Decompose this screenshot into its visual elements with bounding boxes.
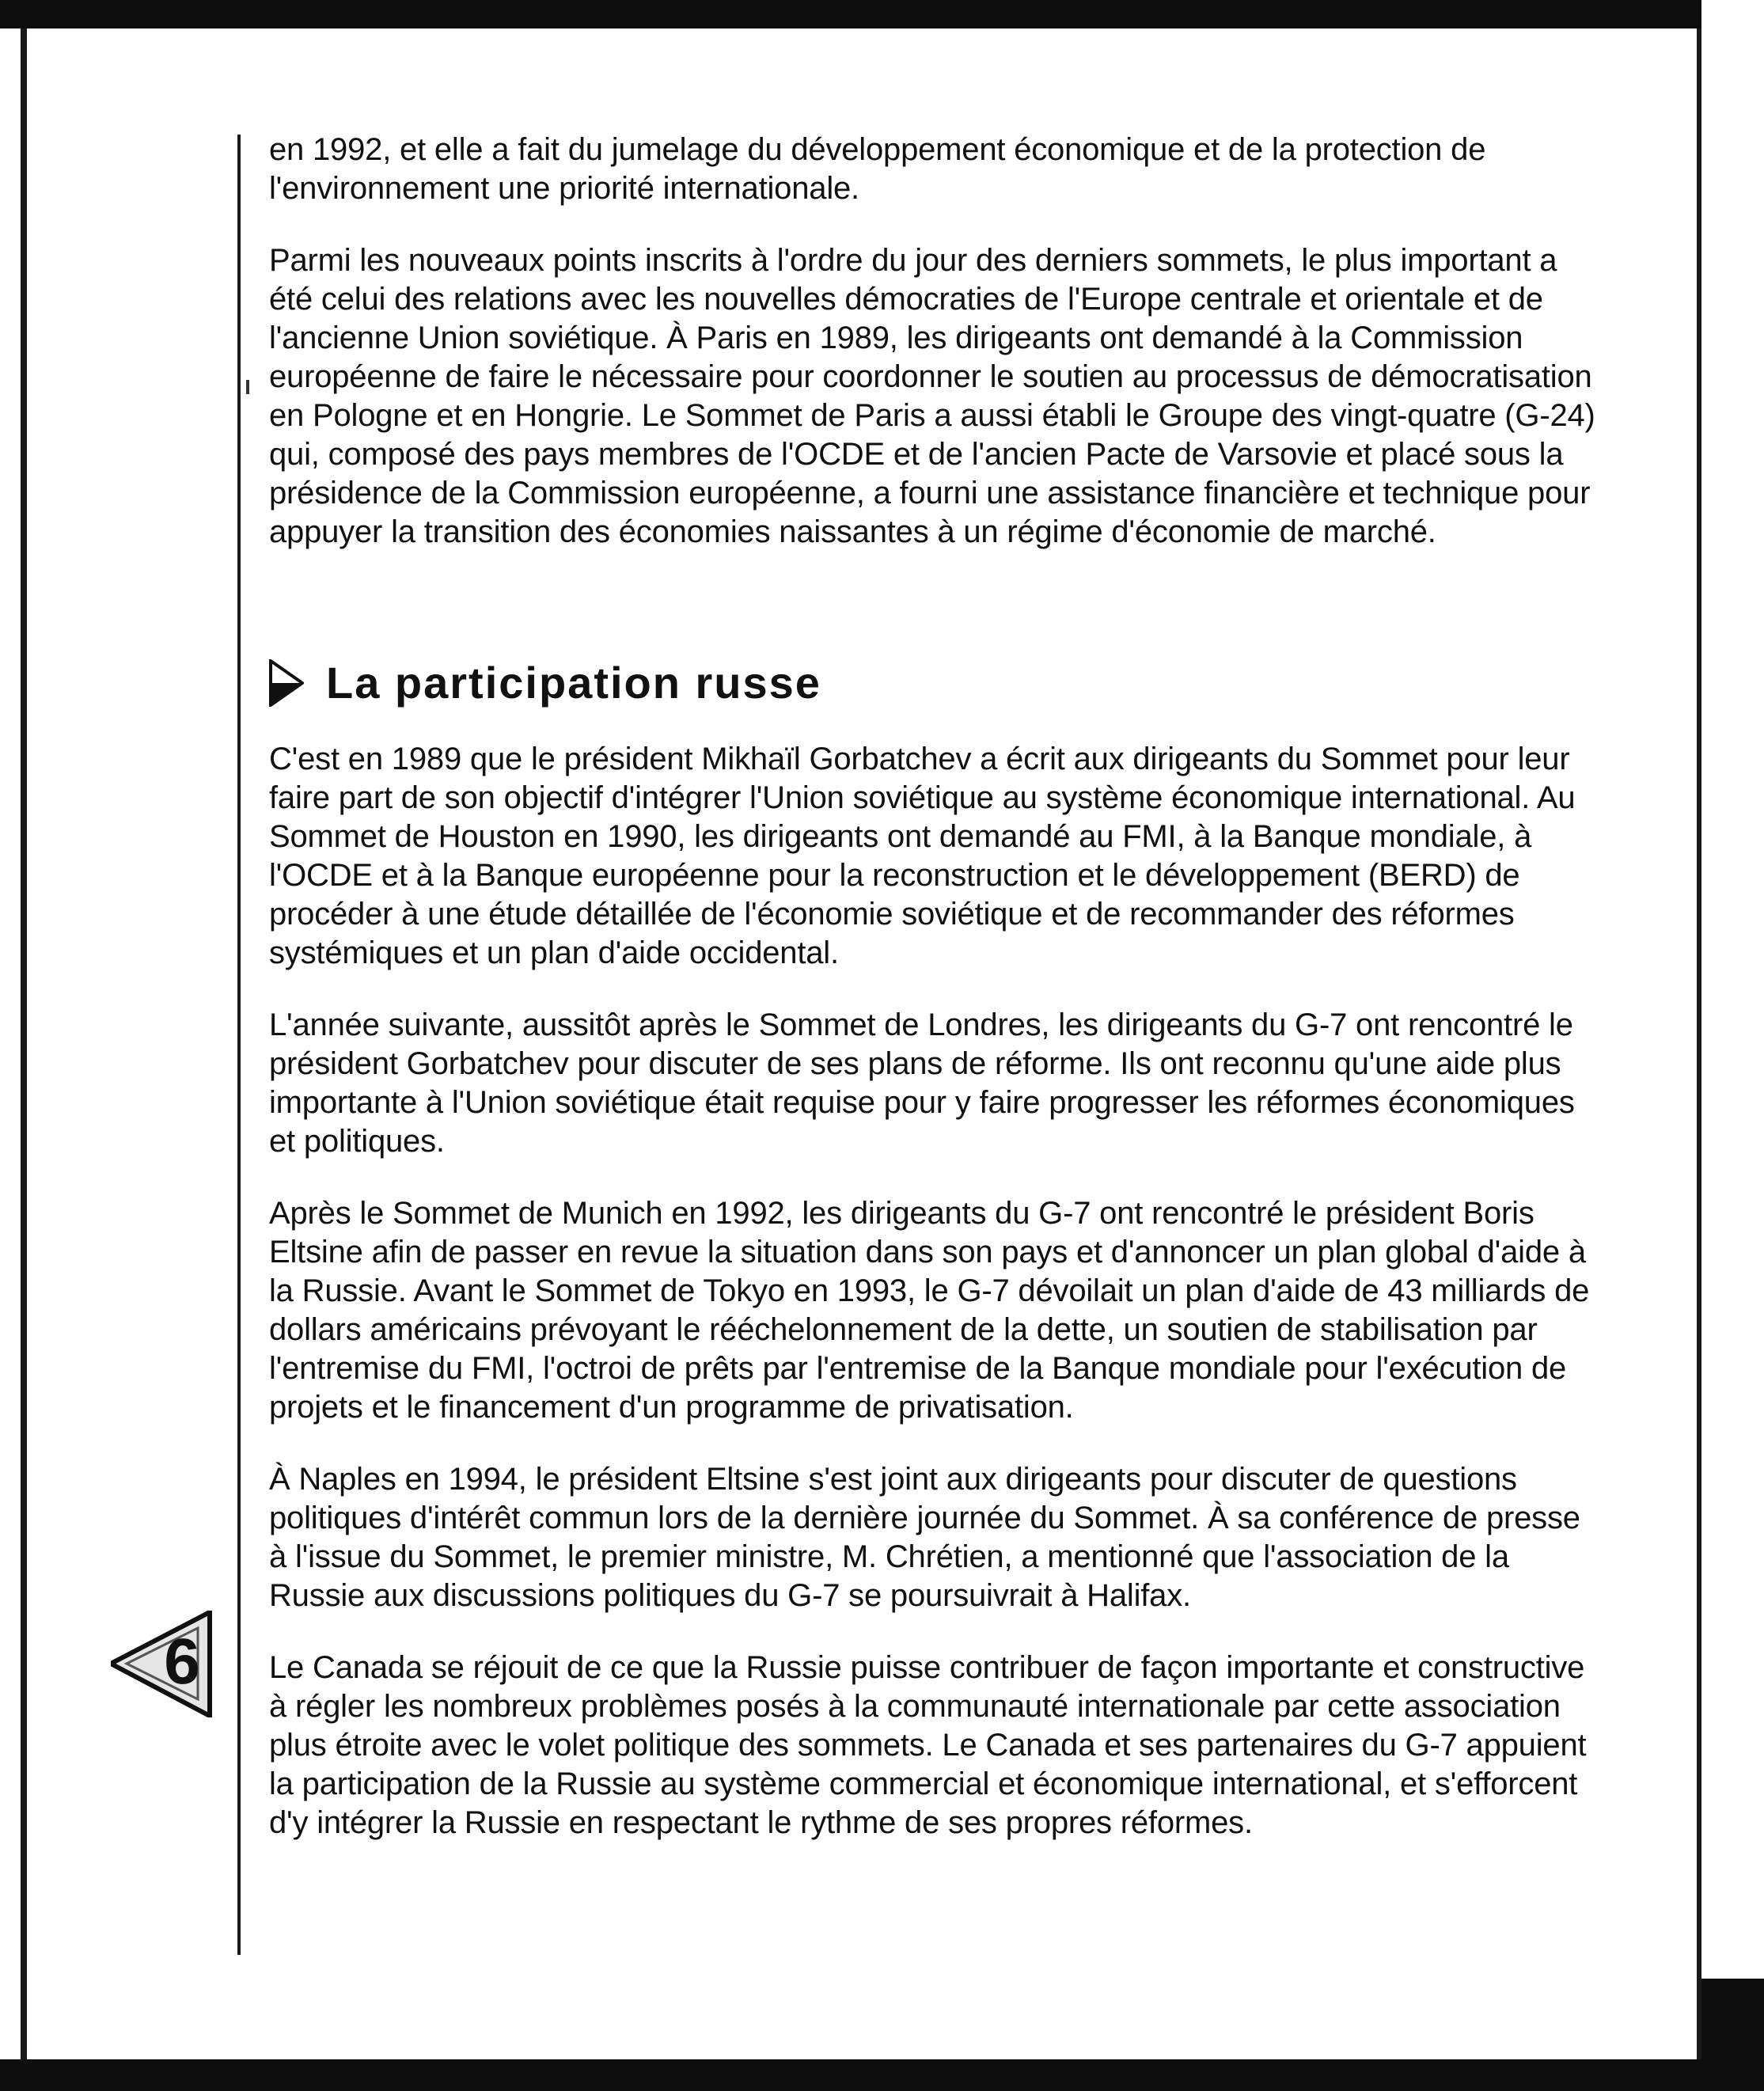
scan-margin-right bbox=[1701, 0, 1764, 2091]
intro-section bbox=[269, 131, 1599, 552]
russia-section bbox=[269, 740, 1599, 1842]
page-number: 6 bbox=[164, 1626, 200, 1698]
scan-border-bottom bbox=[0, 2059, 1764, 2091]
scan-border-top bbox=[0, 0, 1764, 28]
paragraph: Le Canada se réjouit de ce que la Russie puisse contribuer de façon importante et constructive à régler les nombreux problèmes posés à la communauté internationale par cette association plus étroite avec le volet politique des sommets. Le Canada et ses partenaires du G-7 appuient la participation de la Russie au système commercial et économique international, et s'efforcent d'y intégrer la Russie en respectant le rythme de ses propres réformes. bbox=[269, 1650, 1587, 1840]
margin-tick bbox=[246, 380, 249, 394]
paragraph: en 1992, et elle a fait du jumelage du développement économique et de la protection de l'environnement une priorité internationale. bbox=[269, 132, 1486, 206]
paragraph: Parmi les nouveaux points inscrits à l'ordre du jour des derniers sommets, le plus important a été celui des relations avec les nouvelles démocraties de l'Europe centrale et orientale et de l'ancienne Union soviétique. À Paris en 1989, les dirigeants ont demandé à la Commission européenne de faire le nécessaire pour coordonner le soutien au processus de démocratisation en Pologne et en Hongrie. Le Sommet de Paris a aussi établi le Groupe des vingt-quatre (G-24) qui, composé des pays membres de l'OCDE et de l'ancien Pacte de Varsovie et placé sous la présidence de la Commission européenne, a fourni une assistance financière et technique pour appuyer la transition des économies naissantes à un régime d'économie de marché. bbox=[269, 243, 1595, 549]
scan-border-left bbox=[21, 28, 27, 2059]
scan-border-corner bbox=[1701, 1979, 1764, 2091]
section-heading-row bbox=[269, 657, 821, 708]
paragraph: C'est en 1989 que le président Mikhaïl Gorbatchev a écrit aux dirigeants du Sommet pour leur faire part de son objectif d'intégrer l'Union soviétique au système économique international. Au Sommet de Houston en 1990, les dirigeants ont demandé au FMI, à la Banque mondiale, à l'OCDE et à la Banque européenne pour la reconstruction et le développement (BERD) de procéder à une étude détaillée de l'économie soviétique et de recommander des réformes systémiques et un plan d'aide occidental. bbox=[269, 742, 1576, 970]
triangle-arrow-icon bbox=[269, 659, 304, 707]
paragraph: À Naples en 1994, le président Eltsine s'est joint aux dirigeants pour discuter de questions politiques d'intérêt commun lors de la dernière journée du Sommet. À sa conférence de presse à l'issue du Sommet, le premier ministre, M. Chrétien, a mentionné que l'association de la Russie aux discussions politiques du G-7 se poursuivrait à Halifax. bbox=[269, 1462, 1580, 1613]
left-margin-rule bbox=[237, 135, 241, 1955]
section-heading: La participation russe bbox=[326, 658, 821, 708]
scan-border-right bbox=[1697, 28, 1701, 2059]
paragraph: Après le Sommet de Munich en 1992, les dirigeants du G-7 ont rencontré le président Boris Eltsine afin de passer en revue la situation dans son pays et d'annoncer un plan global d'aide à la Russie. Avant le Sommet de Tokyo en 1993, le G-7 dévoilait un plan d'aide de 43 milliards de dollars américains prévoyant le rééchelonnement de la dette, un soutien de stabilisation par l'entremise du FMI, l'octroi de prêts par l'entremise de la Banque mondiale pour l'exécution de projets et le financement d'un programme de privatisation. bbox=[269, 1196, 1590, 1425]
paragraph: L'année suivante, aussitôt après le Sommet de Londres, les dirigeants du G-7 ont rencontré le président Gorbatchev pour discuter de ses plans de réforme. Ils ont reconnu qu'une aide plus importante à l'Union soviétique était requise pour y faire progresser les réformes économiques et politiques. bbox=[269, 1008, 1575, 1159]
